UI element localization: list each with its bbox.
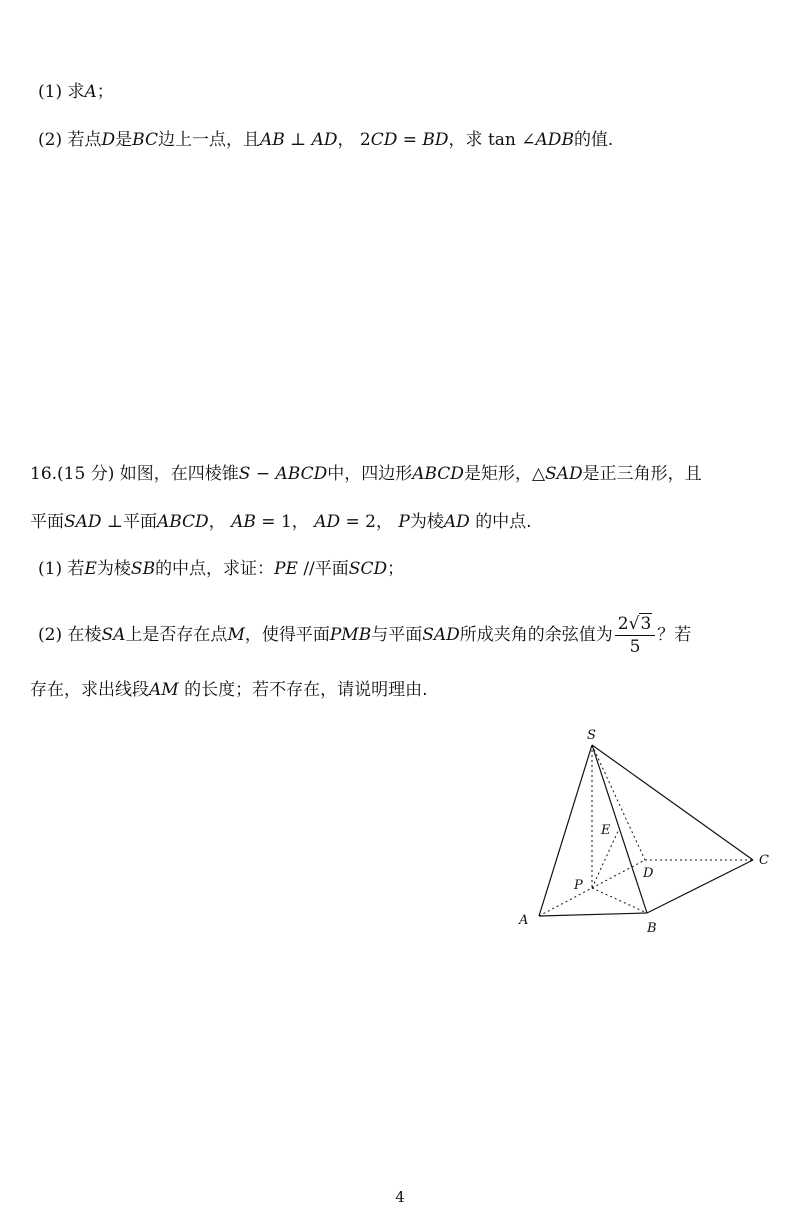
math-var: SCD [348,559,388,579]
text: 的中点，求证： [155,559,275,579]
math-var: AD [443,512,470,532]
text: ？若 [657,625,692,645]
math-angle-symbol: ∠ [521,130,536,150]
pyramid-figure [505,722,785,940]
text: 的中点. [475,512,532,532]
part-number: (1) [38,82,63,102]
text: ， [376,512,393,532]
text: ； [96,82,114,102]
text: ， [337,130,355,150]
math-var: D [101,130,116,150]
edge-SD [592,745,645,860]
label-D: D [643,866,654,881]
math-number: 2 [359,130,371,150]
math-operator: = [402,130,418,150]
text: 的长度；若不存在，请说明理由. [184,680,428,700]
edge-AB [539,913,647,916]
part-number: (1) [38,559,63,579]
part-number: (2) [38,130,63,150]
text: ，求 [448,130,483,150]
page-number: 4 [395,1188,405,1206]
math-operator: = [261,512,276,532]
math-var: ABCD [412,464,464,484]
text: 若 [67,559,85,579]
math-var: CD [370,130,398,150]
q16-header [30,462,702,486]
q16-part1 [38,557,404,581]
math-var: PMB [329,625,372,645]
text: 边上一点，且 [157,130,260,150]
q16-line2 [30,510,532,534]
text: 的值. [573,130,614,150]
text: ， [208,512,226,532]
math-number: 1 [280,512,292,532]
text: 上是否存在点 [125,625,228,645]
label-A: A [519,913,529,928]
text: 存在，求出线段 [30,680,149,700]
text: 与平面 [371,625,423,645]
math-operator: ⊥ [106,512,123,532]
q15-part2 [38,128,613,152]
score: (15 分) [57,464,115,484]
text: ； [387,559,405,579]
math-var: SAD [64,512,102,532]
text: 在棱 [67,625,102,645]
math-var: M [227,625,245,645]
text: 所成夹角的余弦值为 [459,625,613,645]
math-var: ADB [535,130,574,150]
text: 是 [115,130,133,150]
math-var: BC [132,130,158,150]
segment-PB [592,888,647,913]
math-var: PE [274,559,298,579]
question-number: 16. [30,464,58,484]
text: 是矩形， [463,464,532,484]
text: 为棱 [409,512,444,532]
radicand: 3 [640,613,652,634]
triangle-symbol: △ [531,464,546,484]
math-var: P [398,512,410,532]
numerator-coefficient: 2 [617,613,629,634]
label-E: E [601,823,611,838]
text: ，使得平面 [244,625,330,645]
math-var: AD [311,130,338,150]
math-var: SAD [422,625,460,645]
text: 是正三角形，且 [582,464,702,484]
math-operator: ⊥ [290,130,307,150]
math-var: SB [130,559,156,579]
parallel-symbol: // [303,559,315,579]
text: 求 [67,82,85,102]
math-number: 2 [365,512,376,532]
q15-part1 [38,80,114,104]
math-var: A [84,82,97,102]
edge-SA [539,745,592,916]
math-operator: = [345,512,360,532]
math-var: AD [314,512,341,532]
radical-sign: √ [628,613,640,634]
edge-SC [592,745,753,860]
math-var: AM [149,680,179,700]
text: 平面 [314,559,349,579]
text: 如图，在四棱锥 [119,464,239,484]
label-C: C [759,853,769,868]
math-var: ABCD [156,512,209,532]
math-var: BD [422,130,449,150]
math-var: SA [101,625,126,645]
math-operator: − [255,464,271,484]
label-S: S [587,728,596,743]
fraction [615,613,656,658]
q16-part2-continued [30,678,428,702]
q16-part2 [38,612,691,658]
math-function: tan [487,130,516,150]
math-var: AB [259,130,285,150]
math-var: S [238,464,251,484]
text: 若点 [67,130,102,150]
math-var: ABCD [275,464,328,484]
fraction-numerator [615,613,656,636]
label-P: P [574,878,583,893]
text: 平面 [30,512,64,532]
math-var: AB [231,512,256,532]
text: 为棱 [96,559,131,579]
fraction-denominator: 5 [629,636,641,657]
part-number: (2) [38,625,63,645]
text: ， [291,512,309,532]
text: 平面 [122,512,157,532]
math-var: E [84,559,97,579]
label-B: B [647,921,657,936]
math-var: SAD [545,464,583,484]
edge-BC [647,860,753,913]
text: 中，四边形 [327,464,413,484]
